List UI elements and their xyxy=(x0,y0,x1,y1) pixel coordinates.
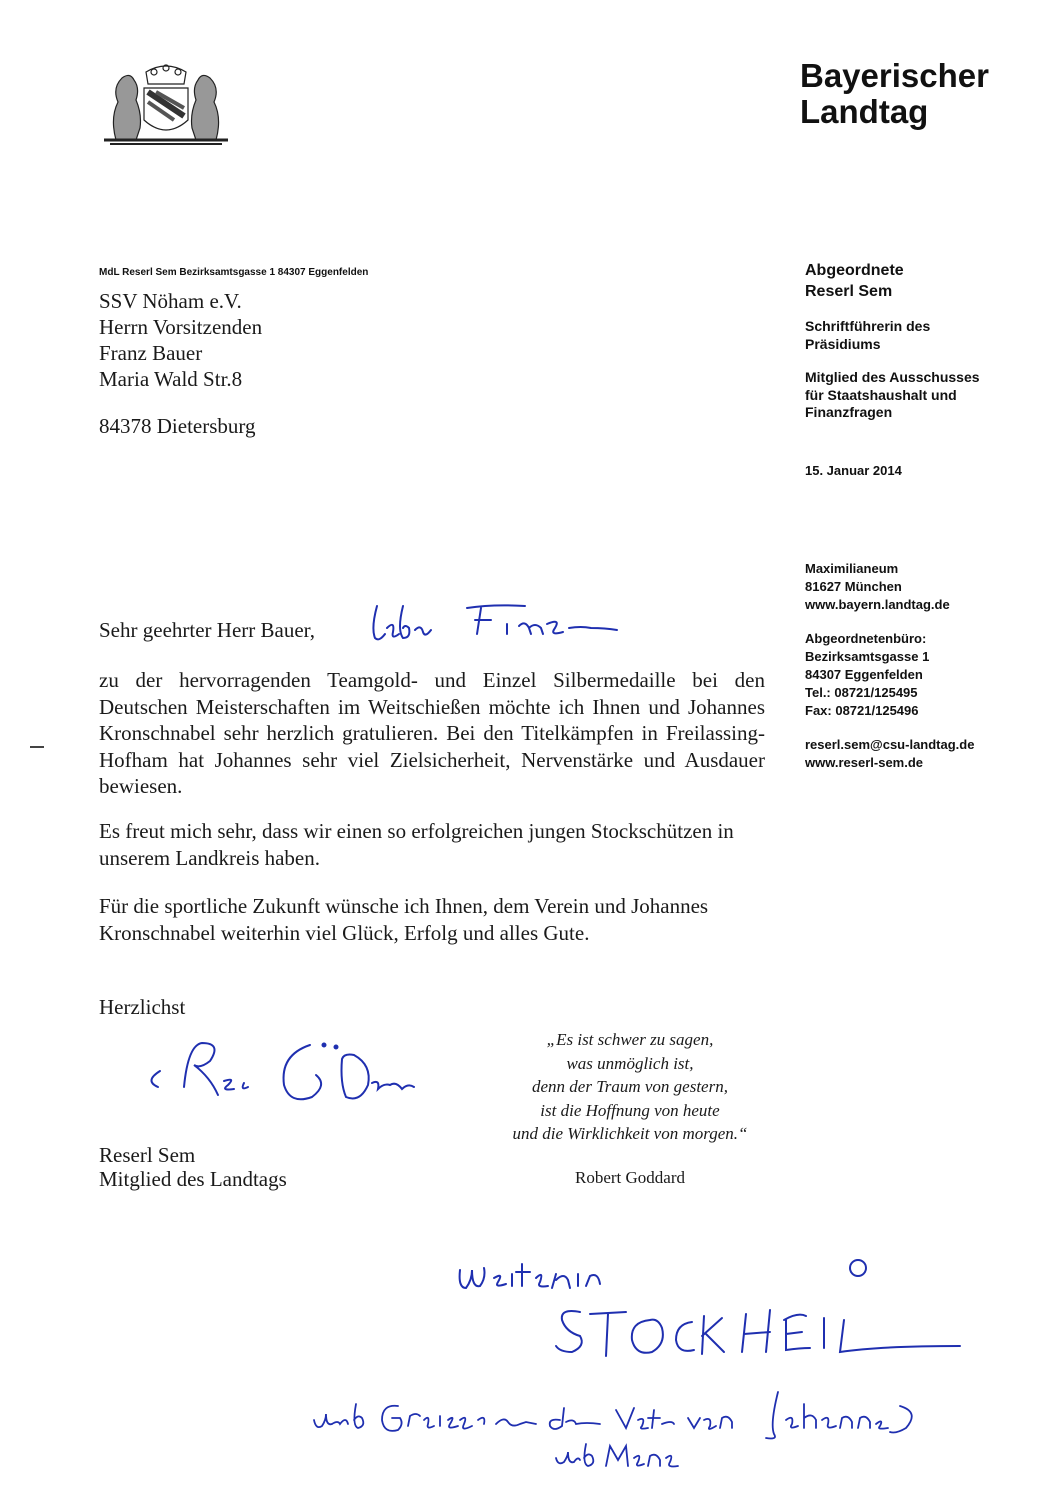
sender-name: Reserl Sem xyxy=(805,283,893,300)
recipient-city: 84378 Dietersburg xyxy=(99,414,256,438)
letter-paragraph: Es freut mich sehr, dass wir einen so erfolgreichen jungen Stockschützen in unserem Landkreis haben. xyxy=(99,819,734,870)
contact-phone: Tel.: 08721/125495 xyxy=(805,685,918,700)
sender-function: Präsidiums xyxy=(805,335,881,352)
bavarian-coat-of-arms-icon xyxy=(96,58,236,148)
signer-block xyxy=(99,1143,287,1191)
letter-closing: Herzlichst xyxy=(99,995,186,1019)
quote-line: was unmöglich ist, xyxy=(566,1053,694,1073)
quote-line: denn der Traum von gestern, xyxy=(532,1077,728,1096)
handwritten-signature xyxy=(140,1025,430,1115)
sender-address-line: MdL Reserl Sem Bezirksamtsgasse 1 84307 Eggenfelden xyxy=(99,267,369,278)
letter-date: 15. Januar 2014 xyxy=(805,463,902,478)
letter-salutation: Sehr geehrter Herr Bauer, xyxy=(99,618,316,642)
contact-building: Maximilianeum xyxy=(805,561,899,576)
quote-author: Robert Goddard xyxy=(574,1168,685,1187)
sender-function: Schriftführerin des xyxy=(805,318,931,334)
sender-function: für Staatshaushalt und xyxy=(805,386,957,403)
recipient-line: Franz Bauer xyxy=(99,341,203,365)
letter-paragraph: zu der hervorragenden Teamgold- und Einzel Silbermedaille bei den Deutschen Meisterschaften im Weitschießen möchte ich Ihnen und Johannes Kronschnabel sehr herzlich gratulieren. Bei den Titelkämpfen in Freilassing-Hofham hat Johannes sehr viel Zielsicherheit, Nervenstärke und Ausdauer bewiesen. xyxy=(99,668,765,798)
handwritten-note-greeting xyxy=(300,1380,940,1480)
contact-block xyxy=(805,560,1045,772)
signer-name: Reserl Sem xyxy=(99,1143,196,1167)
signer-title: Mitglied des Landtags xyxy=(99,1167,287,1191)
contact-website-link[interactable]: www.reserl-sem.de xyxy=(805,755,924,770)
letter-paragraph: Für die sportliche Zukunft wünsche ich Ihnen, dem Verein und Johannes Kronschnabel weiterhin viel Glück, Erfolg und alles Gute. xyxy=(99,894,709,945)
quote-line: „Es ist schwer zu sagen, xyxy=(546,1030,714,1049)
recipient-address xyxy=(99,288,262,392)
quote-block xyxy=(480,1028,780,1146)
organization-name-line2: Landtag xyxy=(800,93,929,130)
contact-office-city: 84307 Eggenfelden xyxy=(805,667,923,682)
organization-name xyxy=(800,58,989,130)
sender-role: Abgeordnete xyxy=(805,262,904,279)
contact-email-link[interactable]: reserl.sem@csu-landtag.de xyxy=(805,737,975,752)
contact-office-label: Abgeordnetenbüro: xyxy=(805,631,927,646)
sender-function: Mitglied des Ausschusses xyxy=(805,369,980,385)
contact-city: 81627 München xyxy=(805,579,902,594)
recipient-line: Maria Wald Str.8 xyxy=(99,367,243,391)
fold-mark xyxy=(30,746,44,748)
contact-fax: Fax: 08721/125496 xyxy=(805,703,919,718)
contact-website-link[interactable]: www.bayern.landtag.de xyxy=(805,597,950,612)
handwritten-salutation xyxy=(365,598,655,648)
sender-function: Finanzfragen xyxy=(805,404,893,420)
recipient-line: SSV Nöham e.V. xyxy=(99,289,242,313)
organization-name-line1: Bayerischer xyxy=(800,57,989,94)
recipient-line: Herrn Vorsitzenden xyxy=(99,315,263,339)
quote-line: ist die Hoffnung von heute xyxy=(540,1100,720,1120)
contact-office-street: Bezirksamtsgasse 1 xyxy=(805,649,930,664)
quote-line: und die Wirklichkeit von morgen.“ xyxy=(512,1124,748,1143)
sender-info-sidebar xyxy=(805,260,1045,422)
